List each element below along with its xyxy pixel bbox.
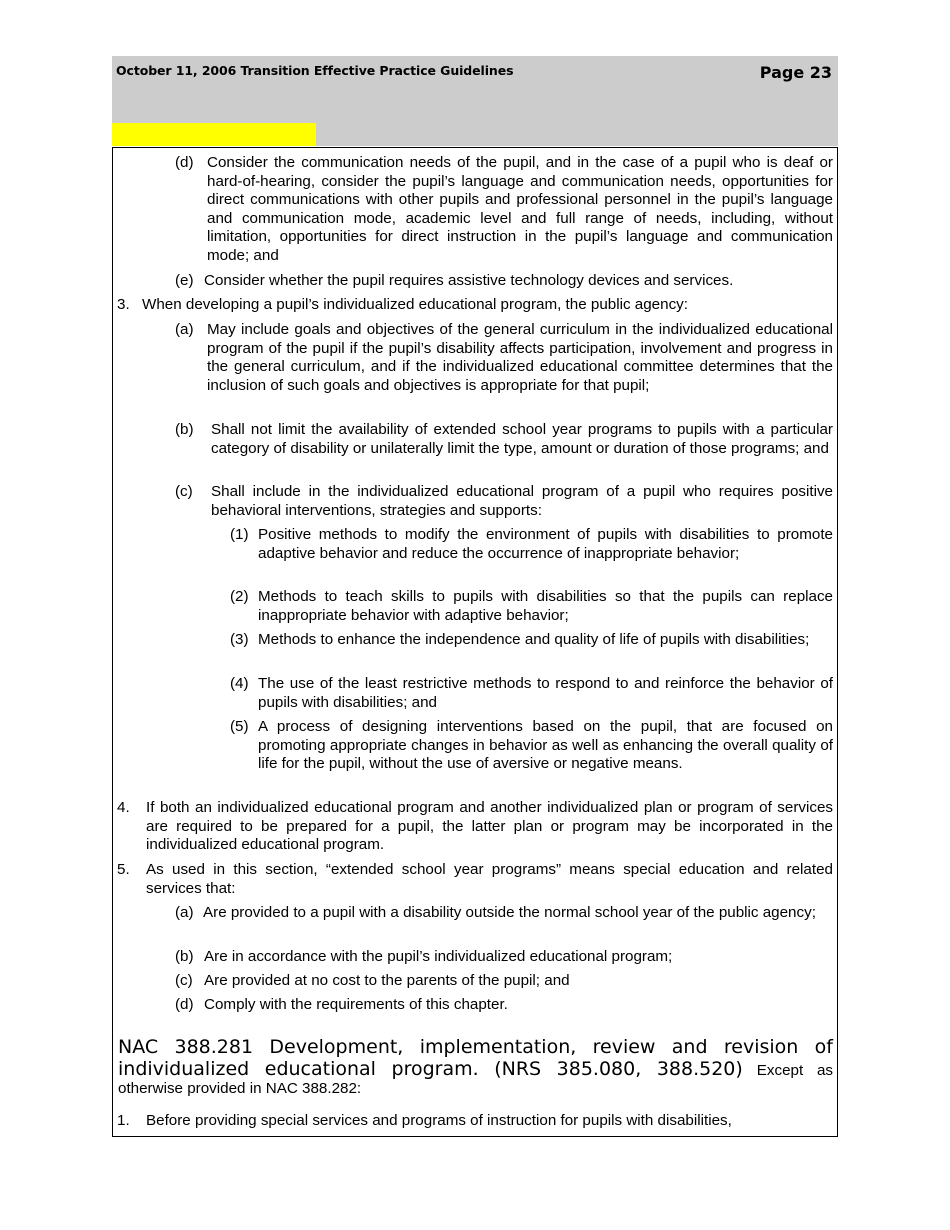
- list-item-3a: [175, 321, 833, 395]
- list-item-3b: [175, 421, 833, 458]
- list-item-5a: [175, 904, 833, 923]
- page-header: [112, 56, 838, 146]
- list-label: (a): [175, 904, 194, 921]
- nac-section: [118, 1036, 833, 1098]
- list-label: (c): [175, 972, 193, 989]
- section-text: As used in this section, “extended school year programs” means special education and related services that:: [146, 861, 833, 897]
- sub-label: (1): [230, 526, 249, 543]
- list-item-5c: [175, 972, 833, 991]
- sub-text: Positive methods to modify the environment of pupils with disabilities to promote adaptive behavior and reduce the occurrence of inappropriate behavior;: [258, 526, 833, 562]
- sub-item-1: [230, 526, 833, 563]
- sub-text: The use of the least restrictive methods to respond to and reinforce the behavior of pupils with disabilities; and: [258, 675, 833, 711]
- section-label: 3.: [117, 296, 130, 313]
- sub-item-5: [230, 718, 833, 774]
- list-text: Are provided at no cost to the parents of the pupil; and: [204, 972, 570, 989]
- list-label: (c): [175, 483, 193, 500]
- sub-label: (2): [230, 588, 249, 605]
- list-label: (d): [175, 996, 194, 1013]
- list-label: (e): [175, 272, 194, 289]
- sub-label: (5): [230, 718, 249, 735]
- nac-paragraph: [118, 1036, 833, 1098]
- list-item-5b: [175, 948, 833, 967]
- section-text: If both an individualized educational program and another individualized plan or program of services are required to be prepared for a pupil, the latter plan or program may be incorporated in the individualized educational program.: [146, 799, 833, 853]
- header-title: October 11, 2006 Transition Effective Practice Guidelines: [116, 63, 514, 78]
- list-text: May include goals and objectives of the general curriculum in the individualized educational program of the pupil if the pupil’s disability affects participation, involvement and progress in the general curriculum, and if the individualized educational committee determines that the inclusion of such goals and objectives is appropriate for that pupil;: [207, 321, 833, 394]
- sub-item-2: [230, 588, 833, 625]
- list-text: Consider the communication needs of the pupil, and in the case of a pupil who is deaf or hard-of-hearing, consider the pupil’s language and communication needs, opportunities for direct communications with other pupils and professional personnel in the pupil’s language and communication mode, academic level and full range of needs, including, without limitation, opportunities for direct instruction in the pupil’s language and communication mode; and: [207, 154, 833, 264]
- list-item-e: [175, 272, 833, 291]
- section-label: 5.: [117, 861, 130, 878]
- list-text: Shall include in the individualized educational program of a pupil who requires positive behavioral interventions, strategies and supports:: [211, 483, 833, 519]
- sub-label: (4): [230, 675, 249, 692]
- nac-item-1: [117, 1112, 833, 1131]
- sub-item-3: [230, 631, 833, 650]
- sub-item-4: [230, 675, 833, 712]
- header-highlight-bar: [112, 123, 316, 146]
- section-label: 1.: [117, 1112, 130, 1129]
- section-label: 4.: [117, 799, 130, 816]
- section-text: When developing a pupil’s individualized educational program, the public agency:: [142, 296, 688, 313]
- nac-heading: NAC 388.281 Development, implementation, review and revision of individualized educational program. (NRS 385.080, 388.520): [118, 1036, 833, 1080]
- section-text: Before providing special services and programs of instruction for pupils with disabilities,: [146, 1112, 732, 1129]
- list-label: (d): [175, 154, 194, 171]
- list-label: (a): [175, 321, 194, 338]
- list-item-5d: [175, 996, 833, 1015]
- nac-intro: Except as otherwise provided in NAC 388.282:: [118, 1062, 833, 1097]
- list-item-3c: [175, 483, 833, 520]
- list-text: Consider whether the pupil requires assistive technology devices and services.: [204, 272, 734, 289]
- list-text: Are provided to a pupil with a disability outside the normal school year of the public agency;: [203, 904, 816, 921]
- page-number: Page 23: [759, 63, 832, 82]
- section-3: [117, 296, 833, 315]
- list-label: (b): [175, 421, 194, 438]
- sub-text: Methods to enhance the independence and quality of life of pupils with disabilities;: [258, 631, 810, 648]
- list-label: (b): [175, 948, 194, 965]
- list-text: Comply with the requirements of this chapter.: [204, 996, 508, 1013]
- sub-text: Methods to teach skills to pupils with disabilities so that the pupils can replace inappropriate behavior with adaptive behavior;: [258, 588, 833, 624]
- list-text: Shall not limit the availability of extended school year programs to pupils with a particular category of disability or unilaterally limit the type, amount or duration of those programs; and: [211, 421, 833, 457]
- list-item-d: [175, 154, 833, 265]
- section-5: [117, 861, 833, 898]
- sub-label: (3): [230, 631, 249, 648]
- list-text: Are in accordance with the pupil’s individualized educational program;: [204, 948, 673, 965]
- content-box: [112, 147, 838, 1137]
- sub-text: A process of designing interventions based on the pupil, that are focused on promoting appropriate changes in behavior as well as enhancing the overall quality of life for the pupil, without the use of aversive or negative means.: [258, 718, 833, 772]
- section-4: [117, 799, 833, 855]
